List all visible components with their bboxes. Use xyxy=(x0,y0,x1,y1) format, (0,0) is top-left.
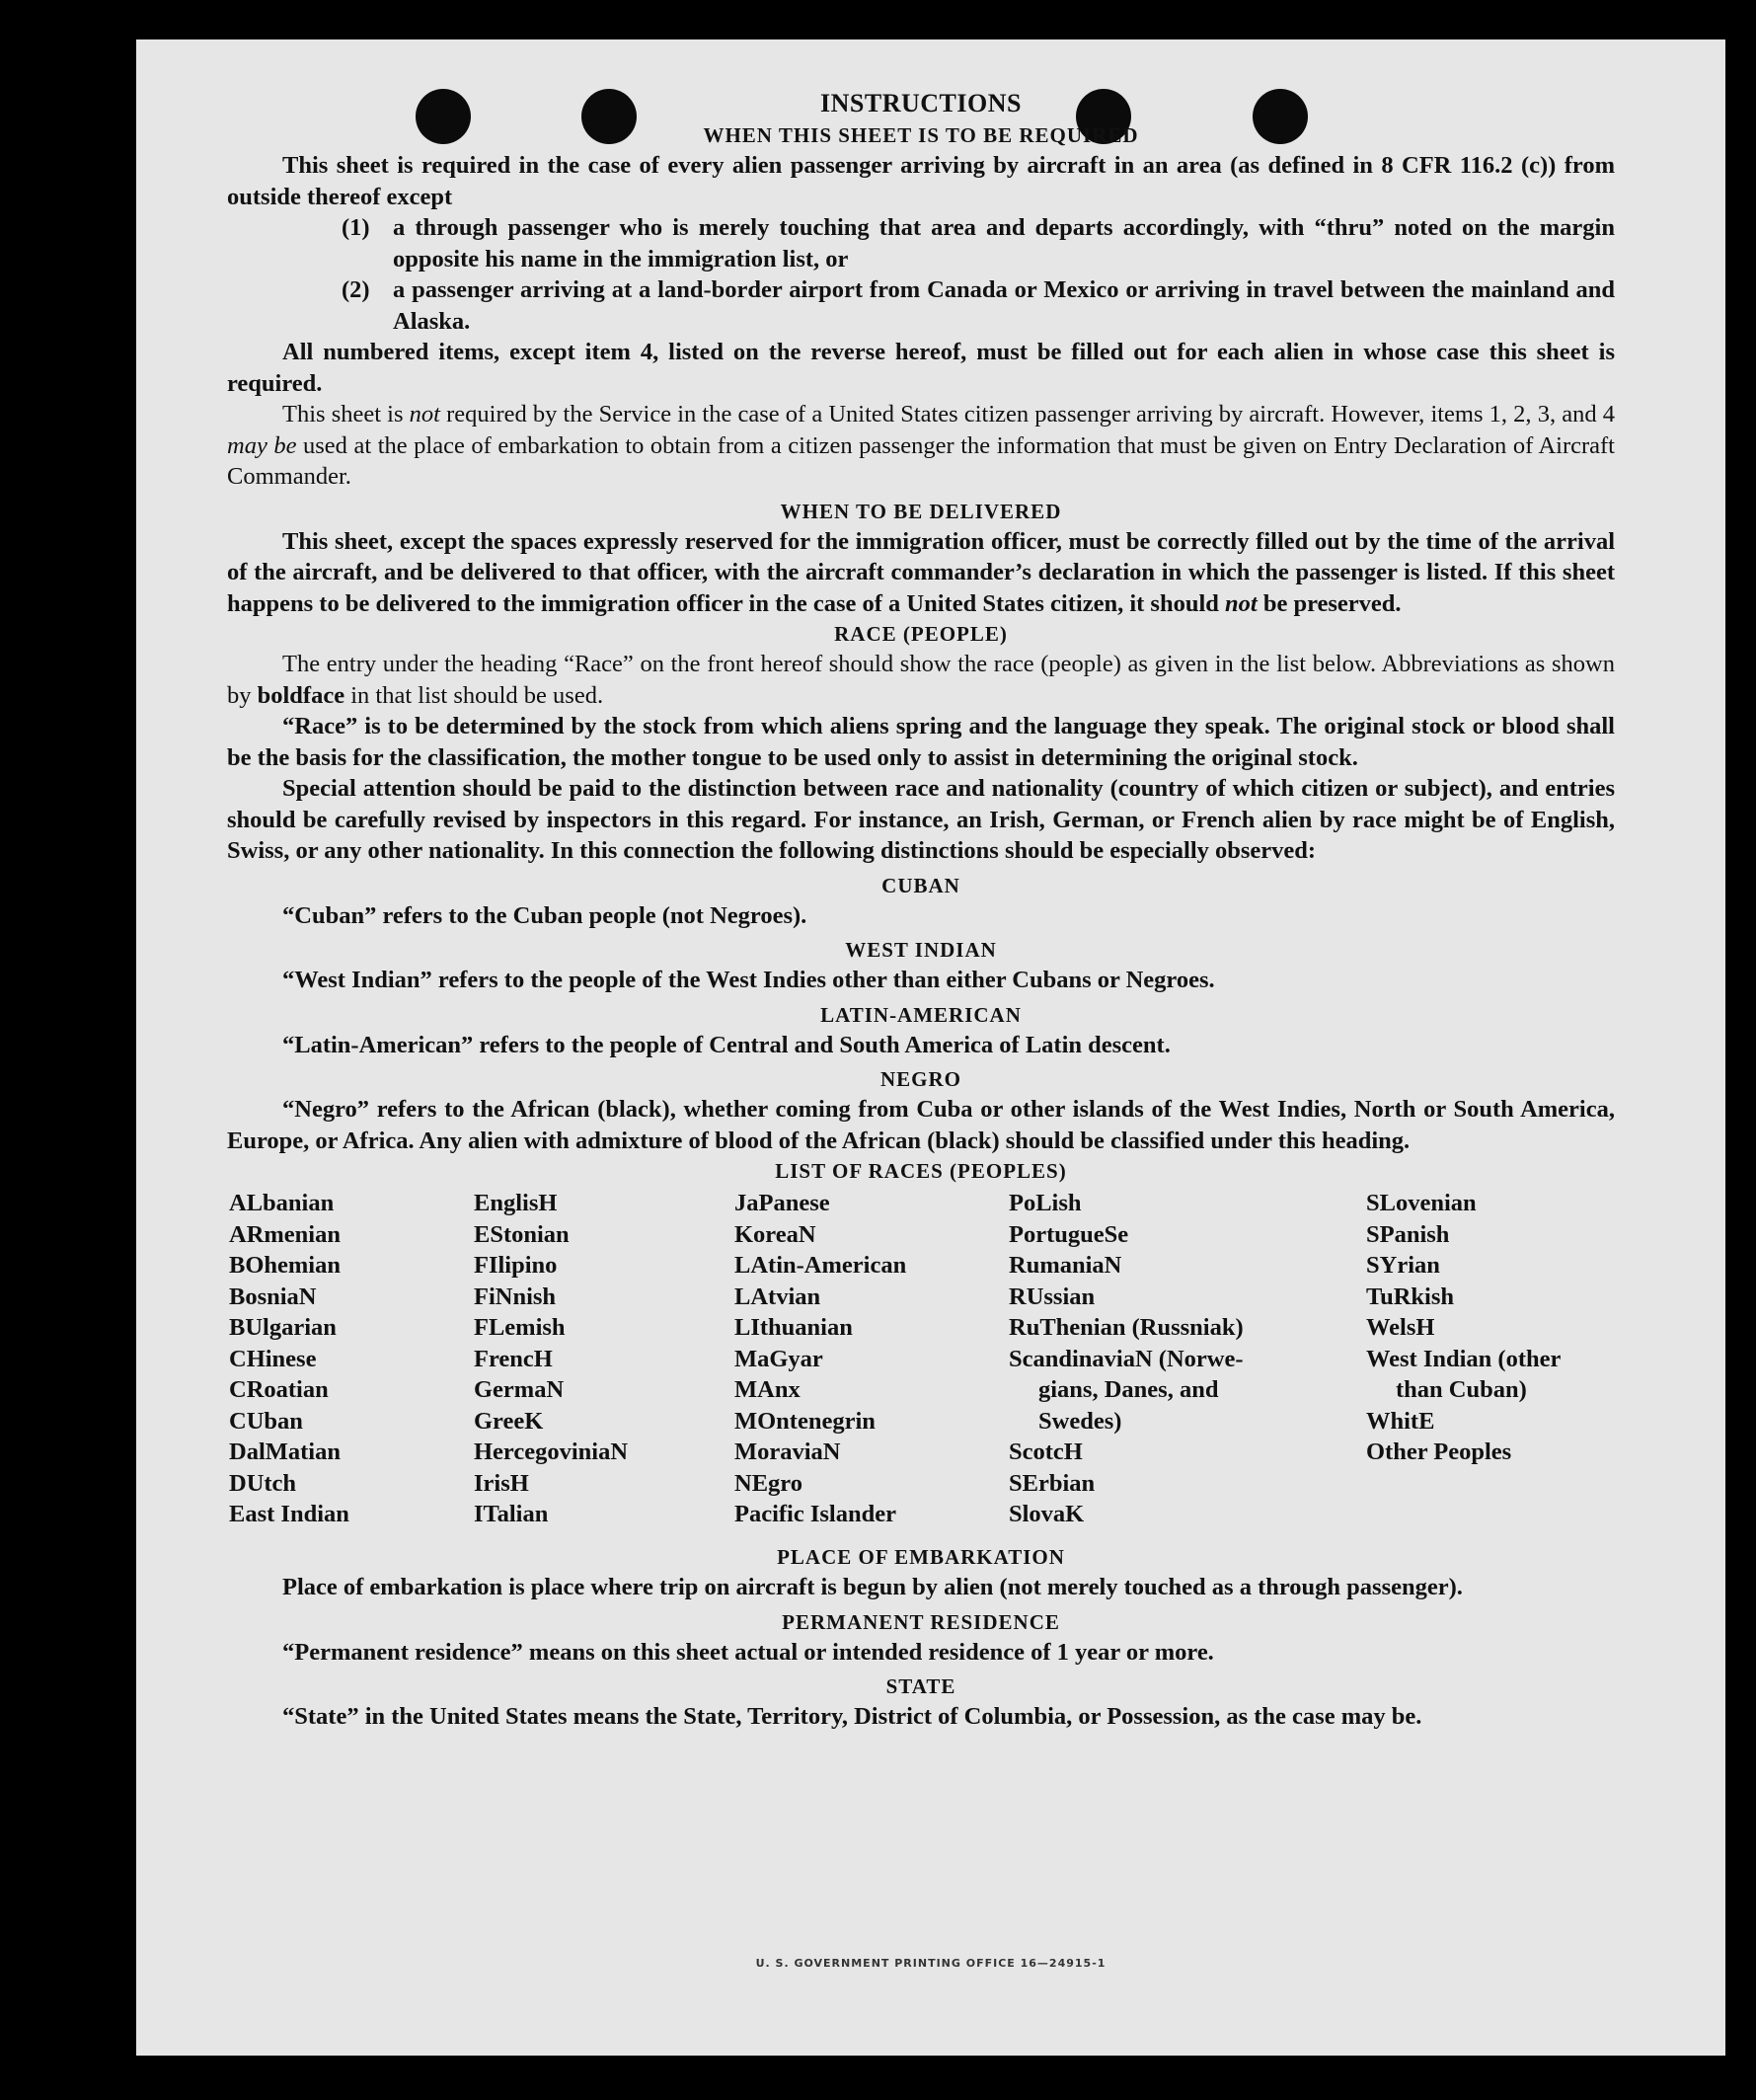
heading-race: RACE (PEOPLE) xyxy=(834,622,1008,646)
race-entry: IrisH xyxy=(474,1469,529,1497)
race-entry: RumaniaN xyxy=(1009,1252,1122,1279)
item-number: (2) xyxy=(342,276,370,303)
races-list xyxy=(227,1188,1615,1538)
race-entry: PortugueSe xyxy=(1009,1220,1129,1248)
item-text: a through passenger who is merely touching that area and departs accordingly, with “thru” noted on the margin opposite his name in the immigration list, or xyxy=(393,214,1615,272)
heading-list-of-races: LIST OF RACES (PEOPLES) xyxy=(775,1159,1067,1183)
race-entry: HercegoviniaN xyxy=(474,1439,629,1465)
race-entry: ScandinaviaN (Norwe- xyxy=(1009,1345,1244,1372)
text-run: Abbreviations as shown by xyxy=(227,651,1615,709)
bold-word: boldface xyxy=(257,681,345,709)
paragraph: “West Indian” refers to the people of the West Indies other than either Cubans or Negroes. xyxy=(282,967,1215,993)
race-entry: East Indian xyxy=(229,1501,349,1527)
emphasis: not xyxy=(1225,589,1258,617)
heading-when-required: WHEN THIS SHEET IS TO BE REQUIRED xyxy=(703,123,1139,147)
text-run: This sheet, except the spaces expressly reserved for the immigration officer, must be correctly filled out by the time of the arrival of the aircraft, and be delivered to that officer, with the aircraft commander’s declaration in which the passenger is listed. If this sheet happens to be delivered to the immigration officer in the case of a United States citizen, it should xyxy=(227,527,1615,617)
race-entry: FLemish xyxy=(474,1314,566,1341)
emphasis: may be xyxy=(227,431,297,459)
race-entry: Other Peoples xyxy=(1366,1439,1512,1465)
text-run: This sheet is xyxy=(282,401,410,428)
race-entry: LAtvian xyxy=(734,1283,821,1310)
text-run: The entry under the heading “Race” on the front hereof should show the race (people) as given in the list below. xyxy=(282,651,1377,677)
paragraph: “Negro” refers to the African (black), whether coming from Cuba or other islands of the West Indies, North or South America, Europe, or Africa. Any alien with admixture of blood of the African (black) should be classified under this heading. xyxy=(227,1096,1615,1154)
heading-negro: NEGRO xyxy=(879,1067,961,1091)
race-entry: Pacific Islander xyxy=(734,1501,896,1527)
race-entry: MoraviaN xyxy=(734,1439,841,1465)
races-column xyxy=(1009,1188,1305,1530)
race-entry: DalMatian xyxy=(229,1439,341,1465)
printing-office-imprint: U. S. GOVERNMENT PRINTING OFFICE 16—24915-1 xyxy=(755,1957,1107,1970)
race-entry: SlovaK xyxy=(1009,1501,1085,1527)
race-entry: JaPanese xyxy=(734,1190,830,1216)
race-entry-continued: gians, Danes, and xyxy=(1038,1376,1219,1403)
race-entry: GermaN xyxy=(474,1376,565,1403)
paragraph: All numbered items, except item 4, listed on the reverse hereof, must be filled out for each alien in whose case this sheet is required. xyxy=(227,339,1615,397)
race-entry: LIthuanian xyxy=(734,1314,853,1341)
document-page xyxy=(136,39,1725,2056)
race-entry: CRoatian xyxy=(229,1376,329,1403)
heading-when-delivered: WHEN TO BE DELIVERED xyxy=(780,499,1062,523)
race-entry: SErbian xyxy=(1009,1469,1096,1497)
paragraph: This sheet is required in the case of every alien passenger arriving by aircraft in an area (as defined in 8 CFR 116.2 (c)) from outside thereof except xyxy=(227,152,1615,210)
race-entry: SYrian xyxy=(1366,1252,1440,1279)
heading-latin-american: LATIN-AMERICAN xyxy=(820,1002,1022,1027)
races-column xyxy=(1366,1188,1623,1468)
item-number: (1) xyxy=(342,214,370,241)
paragraph: “Race” is to be determined by the stock from which aliens spring and the language they speak. The original stock or blood shall be the basis for the classification, the mother tongue to be used only to assist in determining the original stock. xyxy=(227,713,1615,771)
race-entry: ScotcH xyxy=(1009,1439,1083,1465)
text-run: used at the place of embarkation to obtain from a citizen passenger the information that must be given on Entry Declaration of Aircraft Commander. xyxy=(227,431,1615,490)
list-item xyxy=(227,212,1615,274)
heading-place-of-embarkation: PLACE OF EMBARKATION xyxy=(777,1545,1065,1569)
paragraph: “State” in the United States means the State, Territory, District of Columbia, or Possession, as the case may be. xyxy=(282,1703,1422,1730)
race-entry: FrencH xyxy=(474,1345,553,1372)
race-entry-continued: Swedes) xyxy=(1038,1407,1122,1435)
item-text: a passenger arriving at a land-border airport from Canada or Mexico or arriving in travel between the mainland and Alaska. xyxy=(393,276,1615,335)
races-column xyxy=(229,1188,349,1530)
race-entry: CHinese xyxy=(229,1345,317,1372)
race-entry: WelsH xyxy=(1366,1314,1435,1341)
race-entry: NEgro xyxy=(734,1469,802,1497)
race-entry: LAtin-American xyxy=(734,1252,907,1279)
text-run: required by the Service in the case of a United States citizen passenger arriving by aircraft. However, items 1, 2, 3, and 4 xyxy=(439,401,1615,428)
race-entry: ITalian xyxy=(474,1501,549,1527)
paragraph: “Latin-American” refers to the people of Central and South America of Latin descent. xyxy=(282,1031,1171,1058)
paragraph: Special attention should be paid to the distinction between race and nationality (country of which citizen or subject), and entries should be carefully revised by inspectors in this regard. For instance, an Irish, German, or French alien by race might be of English, Swiss, or any other nationality. In this connection the following distinctions should be especially observed: xyxy=(227,775,1615,864)
race-entry: EnglisH xyxy=(474,1190,558,1216)
heading-cuban: CUBAN xyxy=(881,873,960,897)
race-entry: GreeK xyxy=(474,1407,544,1435)
paragraph xyxy=(227,526,1615,620)
race-entry: RUssian xyxy=(1009,1283,1096,1310)
race-entry: ARmenian xyxy=(229,1220,341,1248)
list-item xyxy=(227,274,1615,337)
race-entry: ALbanian xyxy=(229,1190,335,1216)
race-entry: MOntenegrin xyxy=(734,1407,876,1435)
race-entry: West Indian (other xyxy=(1366,1345,1562,1372)
race-entry: EStonian xyxy=(474,1220,570,1248)
paragraph: “Cuban” refers to the Cuban people (not Negroes). xyxy=(282,901,807,929)
paragraph: “Permanent residence” means on this sheet actual or intended residence of 1 year or more. xyxy=(282,1638,1214,1666)
race-entry: BUlgarian xyxy=(229,1314,337,1341)
race-entry: BOhemian xyxy=(229,1252,341,1279)
text-run: be preserved. xyxy=(1257,589,1402,617)
text-run: in that list should be used. xyxy=(344,681,604,709)
race-entry-continued: than Cuban) xyxy=(1396,1376,1527,1403)
race-entry: MAnx xyxy=(734,1376,801,1403)
race-entry: SLovenian xyxy=(1366,1190,1477,1216)
races-column xyxy=(734,1188,906,1530)
race-entry: KoreaN xyxy=(734,1220,816,1248)
race-entry: SPanish xyxy=(1366,1220,1450,1248)
race-entry: CUban xyxy=(229,1407,303,1435)
race-entry: TuRkish xyxy=(1366,1283,1455,1310)
race-entry: DUtch xyxy=(229,1469,297,1497)
heading-permanent-residence: PERMANENT RESIDENCE xyxy=(782,1609,1060,1634)
race-entry: FIlipino xyxy=(474,1252,558,1279)
paragraph xyxy=(227,399,1615,493)
race-entry: BosniaN xyxy=(229,1283,317,1310)
emphasis: not xyxy=(409,401,440,428)
race-entry: PoLish xyxy=(1009,1190,1082,1216)
heading-west-indian: WEST INDIAN xyxy=(845,938,997,962)
race-entry: MaGyar xyxy=(734,1345,823,1372)
races-column xyxy=(474,1188,628,1530)
race-entry: RuThenian (Russniak) xyxy=(1009,1314,1244,1341)
heading-state: STATE xyxy=(885,1674,956,1698)
document-title: INSTRUCTIONS xyxy=(820,89,1022,117)
race-entry: WhitE xyxy=(1366,1407,1435,1435)
race-entry: FiNnish xyxy=(474,1283,557,1310)
paragraph xyxy=(227,649,1615,711)
document-body xyxy=(227,87,1615,1733)
paragraph: Place of embarkation is place where trip on aircraft is begun by alien (not merely touched as a through passenger). xyxy=(282,1574,1463,1600)
